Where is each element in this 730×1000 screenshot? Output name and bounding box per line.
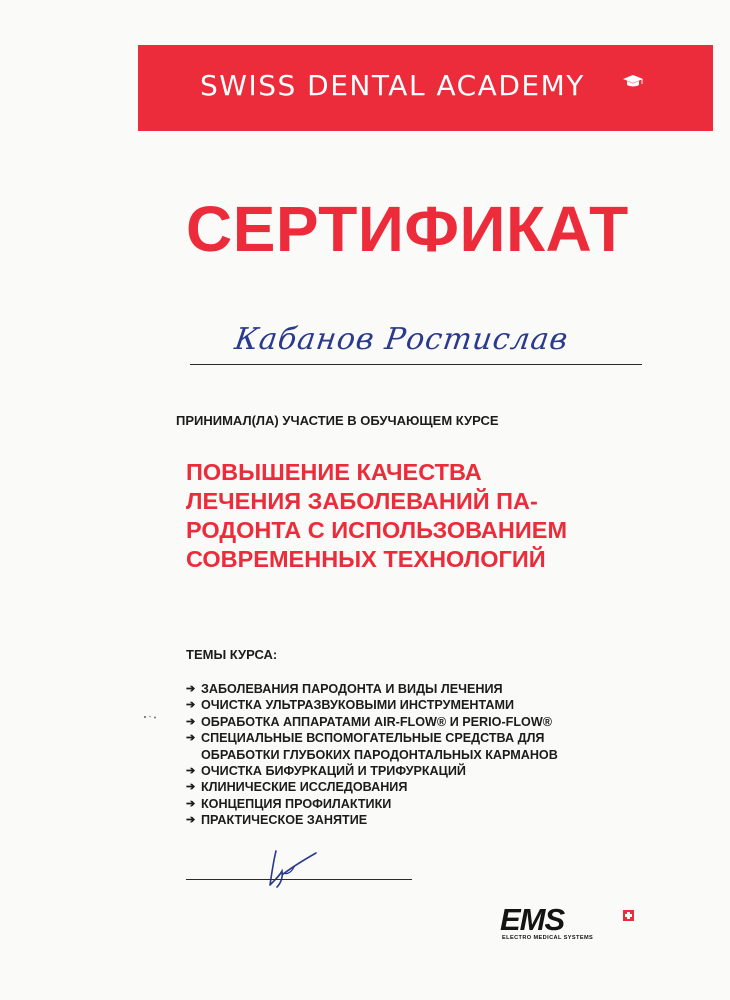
list-item xyxy=(186,681,616,697)
course-title-line: СОВРЕМЕННЫХ ТЕХНОЛОГИЙ xyxy=(186,546,546,572)
signature-line xyxy=(186,879,412,880)
scan-speck xyxy=(142,714,158,720)
arrow-right-icon: ➔ xyxy=(186,715,196,728)
list-item xyxy=(186,763,616,779)
list-item xyxy=(186,697,616,713)
topics-heading: ТЕМЫ КУРСА: xyxy=(186,647,278,662)
topic-text: ЗАБОЛЕВАНИЯ ПАРОДОНТА И ВИДЫ ЛЕЧЕНИЯ xyxy=(201,682,503,696)
topic-text: ОБРАБОТКА АППАРАТАМИ AIR-FLOW® И PERIO-FLOW® xyxy=(201,714,552,729)
participation-text: ПРИНИМАЛ(ЛА) УЧАСТИЕ В ОБУЧАЮЩЕМ КУРСЕ xyxy=(176,413,499,428)
topic-text: СПЕЦИАЛЬНЫЕ ВСПОМОГАТЕЛЬНЫЕ СРЕДСТВА ДЛЯ ОБРАБОТКИ ГЛУБОКИХ ПАРОДОНТАЛЬНЫХ КАРМАНОВ xyxy=(201,731,558,762)
ems-logo-subtitle: ELECTRO MEDICAL SYSTEMS xyxy=(502,935,594,941)
topic-text: КОНЦЕПЦИЯ ПРОФИЛАКТИКИ xyxy=(201,796,392,811)
list-item xyxy=(186,779,616,795)
arrow-right-icon: ➔ xyxy=(186,765,196,778)
list-item xyxy=(186,714,616,730)
topics-list xyxy=(186,681,616,829)
arrow-right-icon: ➔ xyxy=(186,814,196,827)
ems-logo xyxy=(500,902,640,945)
brand-banner xyxy=(138,45,713,131)
course-title-line: ЛЕЧЕНИЯ ЗАБОЛЕВАНИЙ ПА- xyxy=(186,488,538,514)
arrow-right-icon: ➔ xyxy=(186,797,196,810)
handwritten-signature xyxy=(262,845,322,893)
ems-logo-word: EMS xyxy=(500,902,565,937)
topic-text: КЛИНИЧЕСКИЕ ИССЛЕДОВАНИЯ xyxy=(201,780,408,795)
topic-text: ПРАКТИЧЕСКОЕ ЗАНЯТИЕ xyxy=(201,813,368,828)
recipient-name: Кабанов Ростислав xyxy=(232,322,571,357)
certificate-title: СЕРТИФИКАТ xyxy=(186,193,629,265)
brand-name: SWISS DENTAL ACADEMY xyxy=(200,69,585,102)
list-item xyxy=(186,812,616,828)
course-title xyxy=(186,458,706,574)
list-item xyxy=(186,730,616,763)
arrow-right-icon: ➔ xyxy=(186,732,196,745)
graduation-cap-icon xyxy=(622,73,644,89)
topic-text: ОЧИСТКА БИФУРКАЦИЙ И ТРИФУРКАЦИЙ xyxy=(201,764,466,779)
topic-text: ОЧИСТКА УЛЬТРАЗВУКОВЫМИ ИНСТРУМЕНТАМИ xyxy=(201,698,514,713)
course-title-line: ПОВЫШЕНИЕ КАЧЕСТВА xyxy=(186,459,482,485)
arrow-right-icon: ➔ xyxy=(186,683,196,695)
course-title-line: РОДОНТА С ИСПОЛЬЗОВАНИЕМ xyxy=(186,517,568,543)
swiss-cross-icon xyxy=(623,910,634,921)
recipient-underline xyxy=(190,364,642,365)
arrow-right-icon: ➔ xyxy=(186,781,196,794)
arrow-right-icon: ➔ xyxy=(186,699,196,712)
list-item xyxy=(186,796,616,812)
